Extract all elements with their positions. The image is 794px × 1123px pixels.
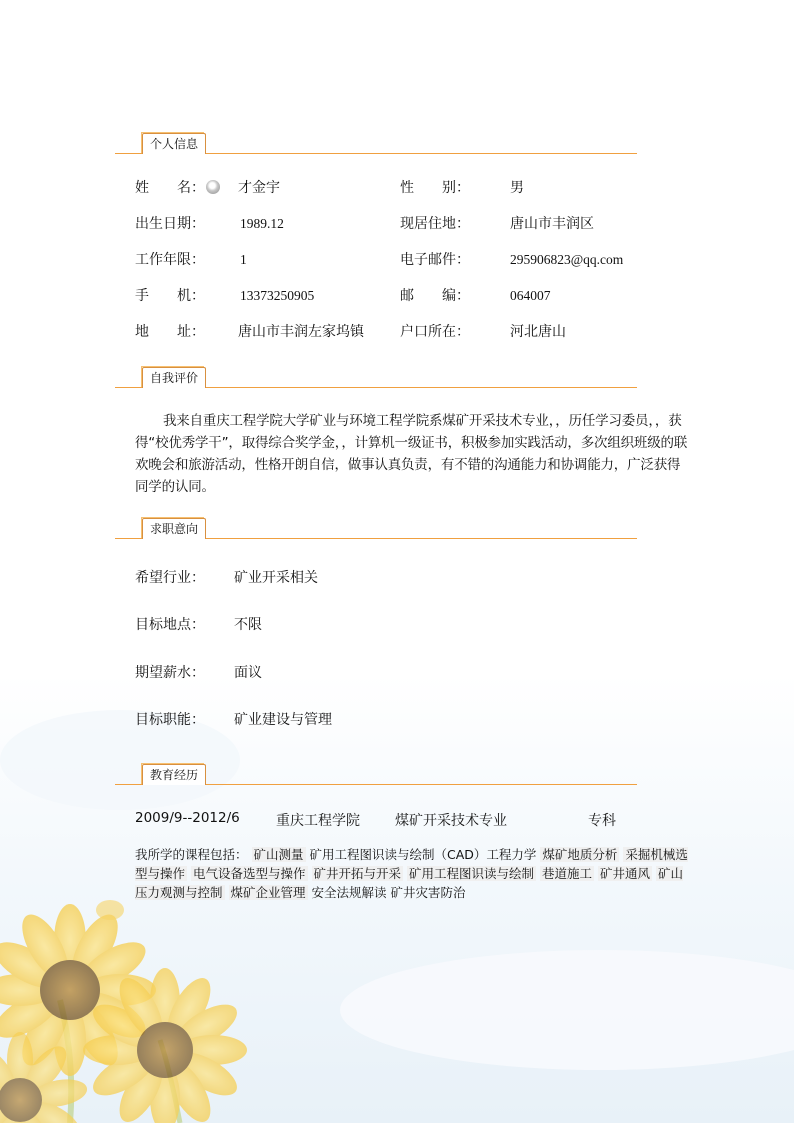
email-label: 电子邮件： bbox=[400, 252, 470, 268]
section-header-self-eval bbox=[115, 366, 637, 388]
section-header-intent bbox=[115, 517, 637, 539]
residence-label: 现居住地： bbox=[400, 216, 470, 232]
course-item: 煤矿企业管理 bbox=[230, 885, 306, 900]
section-title-self-eval: 自我评价 bbox=[142, 367, 206, 388]
course-item: 矿井开拓与开采 bbox=[313, 866, 402, 881]
education-period: 2009/9--2012/6 bbox=[135, 810, 240, 826]
phone-value: 13373250905 bbox=[240, 288, 315, 303]
email-value[interactable]: 295906823@qq.com bbox=[510, 252, 624, 267]
course-item: 矿井灾害防治 bbox=[390, 885, 466, 900]
years-label: 工作年限： bbox=[135, 252, 205, 268]
years-value: 1 bbox=[240, 252, 247, 267]
course-item: 巷道施工 bbox=[542, 866, 593, 881]
section-header-personal bbox=[115, 132, 637, 154]
name-label: 姓 名： bbox=[135, 180, 205, 196]
zip-value: 064007 bbox=[510, 288, 551, 303]
section-title-education: 教育经历 bbox=[142, 764, 206, 785]
hukou-label: 户口所在： bbox=[400, 324, 470, 340]
name-value: 才金宇 bbox=[238, 180, 280, 196]
residence-value: 唐山市丰润区 bbox=[510, 216, 594, 232]
course-item: 矿用工程图识读与绘制 bbox=[409, 866, 535, 881]
courses-prefix: 我所学的课程包括： bbox=[135, 847, 248, 862]
birth-label: 出生日期： bbox=[135, 216, 205, 232]
course-item: 矿用工程图识读与绘制（CAD）工程力学 bbox=[309, 847, 537, 862]
location-label: 目标地点： bbox=[135, 617, 205, 633]
courses-paragraph bbox=[135, 845, 695, 902]
address-label: 地 址： bbox=[135, 324, 205, 340]
self-eval-paragraph: 我来自重庆工程学院大学矿业与环境工程学院系煤矿开采技术专业，，历任学习委员，，获得“校优秀学干”，取得综合奖学金，，计算机一级证书，积极参加实践活动，多次组织班级的联欢晚会和旅游活动，性格开朗自信，做事认真负责，有不错的沟通能力和协调能力，广泛获得同学的认同。 bbox=[135, 413, 688, 495]
course-item: 采掘机械选型与操作 bbox=[135, 847, 688, 881]
zip-label: 邮 编： bbox=[400, 288, 470, 304]
course-item: 安全法规解读 bbox=[311, 885, 387, 900]
course-item: 矿井通风 bbox=[600, 866, 651, 881]
course-item: 煤矿地质分析 bbox=[542, 847, 618, 862]
birth-value: 1989.12 bbox=[240, 216, 284, 231]
address-value: 唐山市丰润左家坞镇 bbox=[238, 324, 364, 340]
education-school: 重庆工程学院 bbox=[276, 813, 360, 829]
industry-value: 矿业开采相关 bbox=[234, 570, 318, 586]
salary-value: 面议 bbox=[234, 665, 262, 681]
avatar-icon bbox=[204, 179, 220, 197]
location-value: 不限 bbox=[234, 617, 262, 633]
gender-label: 性 别： bbox=[400, 180, 470, 196]
salary-label: 期望薪水： bbox=[135, 665, 205, 681]
gender-value: 男 bbox=[510, 180, 524, 196]
phone-label: 手 机： bbox=[135, 288, 205, 304]
section-title-intent: 求职意向 bbox=[142, 518, 206, 539]
course-item: 电气设备选型与操作 bbox=[193, 866, 306, 881]
position-value: 矿业建设与管理 bbox=[234, 712, 332, 728]
education-major: 煤矿开采技术专业 bbox=[395, 813, 507, 829]
section-header-education bbox=[115, 763, 637, 785]
education-degree: 专科 bbox=[588, 813, 616, 829]
section-title-personal: 个人信息 bbox=[142, 133, 206, 154]
hukou-value: 河北唐山 bbox=[510, 324, 566, 340]
position-label: 目标职能： bbox=[135, 712, 205, 728]
industry-label: 希望行业： bbox=[135, 570, 205, 586]
course-item: 矿山压力观测与控制 bbox=[135, 866, 684, 900]
course-item: 矿山测量 bbox=[253, 847, 304, 862]
